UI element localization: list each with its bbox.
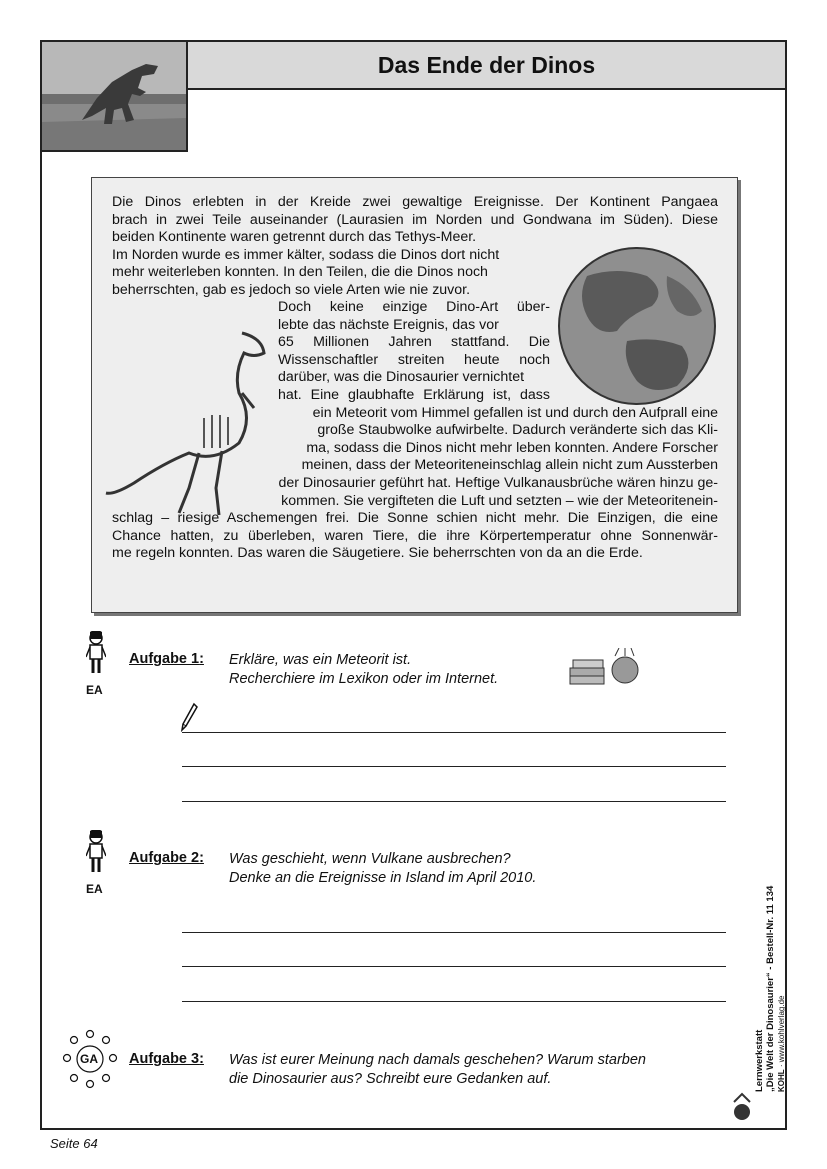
page-frame [40,40,787,1130]
task-2-label: Aufgabe 2: [129,850,204,866]
page-number: Seite 64 [50,1136,98,1151]
task-3 [129,1051,769,1091]
answer-line[interactable] [182,1001,726,1002]
globe-icon [557,246,717,406]
task-2-text: Was geschieht, wenn Vulkane ausbrechen? Denke an die Ereignisse in Island im April 2010. [229,851,537,886]
ea-label: EA [86,683,103,697]
student-icon [86,830,106,874]
answer-line[interactable] [182,801,726,802]
dino-photo [42,42,188,152]
side-credit: Lernwerkstatt „Die Welt der Dinosaurier“ - Bestell-Nr. 11 134 KOHL · www.kohlverlag.de [754,885,786,1092]
dino-skeleton-image [104,323,279,523]
page-title: Das Ende der Dinos [377,51,596,78]
paragraph-bottom: ein Meteorit vom Himmel gefallen ist und durch den Aufprall eine große Staubwolke aufwirbelte. Dadurch veränderte sich das Kli- ma, sodass die Dinos nicht mehr leben konnten. Andere Forscher meinen, dass der Meteoriteneinschlag allein nicht zum Aussterben der Dinosaurier geführt hat. Heftige Vulkanausbrüche wären hinzu ge- kommen. Sie vergifteten die Luft und setzten – wie der Meteoritenein- schlag – riesige Aschemengen frei. Die Sonne schien nicht mehr. Die Einzigen, die eine Chance hatten, zu überleben, waren Tiere, die ihre Körpertemperatur ohne Sonnenwär- me regeln konnten. Das waren die Säugetiere. Sie beherrschten von da an die Erde. [112,404,718,562]
text-box [91,177,738,613]
ea-label: EA [86,882,103,896]
task-3-text: Was ist eurer Meinung nach damals geschehen? Warum starben die Dinosaurier aus? Schreibt eure Gedanken auf. [229,1052,646,1087]
kohl-logo [730,1092,754,1122]
paragraph-middle: Doch keine einzige Dino-Art über- lebte das nächste Ereignis, das vor 65 Millionen Jahren stattfand. Die Wissenschaftler streiten heute noch darüber, was die Dinosaurier vernichtet hat. Eine glaubhafte Erklärung ist, dass [278,299,550,403]
paragraph-top: Die Dinos erlebten in der Kreide zwei gewaltige Ereignisse. Der Kontinent Pangaea brach in zwei Teile auseinander (Laurasien im Norden und Gondwana im Süden). Diese beiden Kontinente waren getrennt durch das Tethys-Meer. Im Norden wurde es immer kälter, sodass die Dinos dort nicht mehr weiterleben konnten. In den Teilen, die die Dinos noch beherrschten, gab es jedoch so viele Arten wie nie zuvor. [112,194,718,298]
answer-line[interactable] [182,732,726,733]
task-1 [129,651,769,691]
task-3-label: Aufgabe 3: [129,1051,204,1067]
answer-line[interactable] [182,966,726,967]
task-1-label: Aufgabe 1: [129,651,204,667]
pencil-icon [180,702,198,732]
student-icon [86,631,106,675]
title-bar [188,42,785,90]
ga-label: GA [80,1052,98,1066]
answer-line[interactable] [182,766,726,767]
books-globe-icon [567,648,642,686]
task-2 [129,850,769,890]
answer-line[interactable] [182,932,726,933]
task-1-text: Erkläre, was ein Meteorit ist. Recherchiere im Lexikon oder im Internet. [229,652,499,687]
